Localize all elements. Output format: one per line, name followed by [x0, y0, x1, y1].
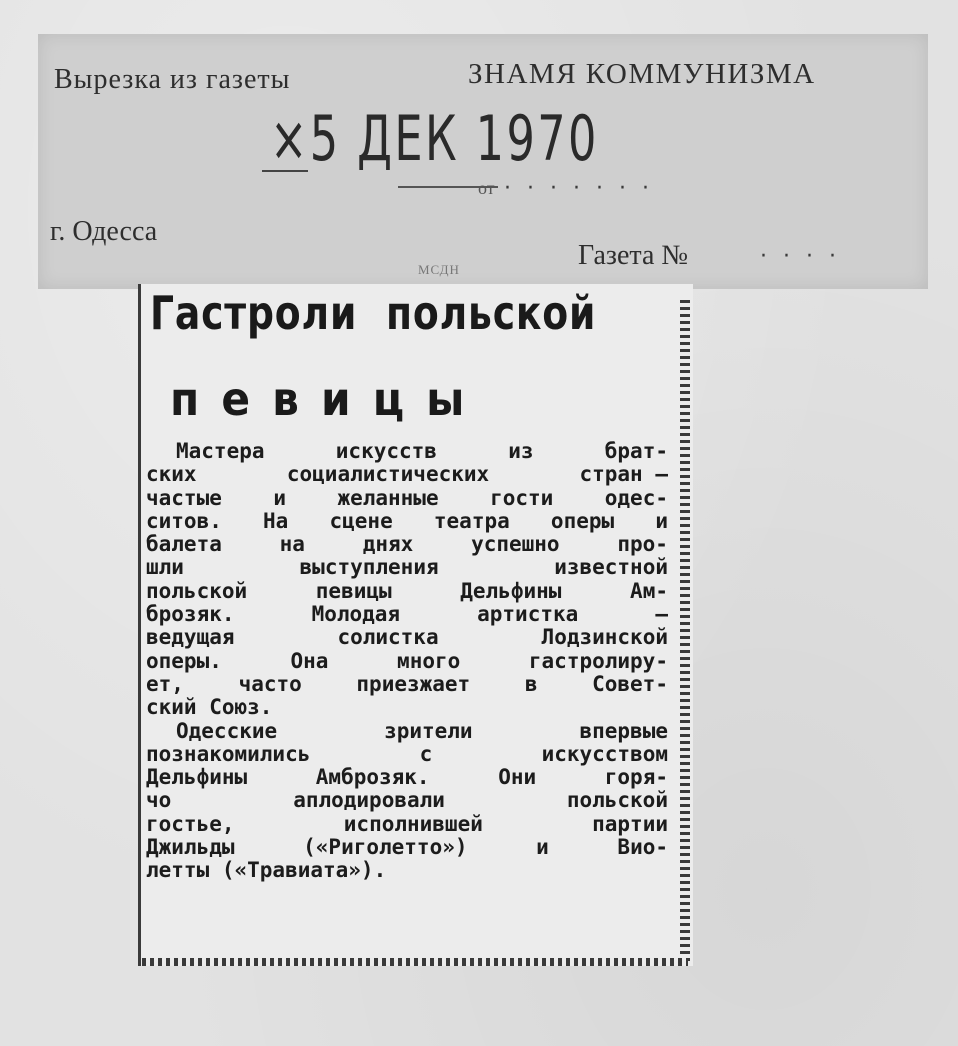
article-line: [146, 626, 668, 649]
headline-line-2: певицы: [170, 372, 487, 426]
article-line: [146, 673, 668, 696]
article-word: и: [536, 835, 549, 860]
article-line: [146, 533, 668, 556]
article-word: Дельфины: [146, 765, 248, 790]
article-line: [146, 580, 668, 603]
article-line: [146, 743, 668, 766]
article-word: чо: [146, 788, 172, 813]
article-word: и: [655, 508, 668, 533]
article-word: ситов.: [146, 508, 222, 533]
article-word: впервые: [579, 718, 668, 743]
from-label: от: [478, 178, 495, 198]
article-word: искусством: [541, 741, 668, 766]
article-word: театра: [433, 508, 510, 533]
date-stamp-text: 5 ДЕК 1970: [309, 102, 599, 175]
article-line: [146, 650, 668, 673]
article-word: часто: [238, 671, 302, 696]
date-stamp: [270, 102, 599, 175]
article-line: [146, 603, 668, 626]
article-word: Джильды: [146, 835, 235, 860]
article-word: Лодзинской: [541, 625, 668, 650]
article-line: [146, 813, 668, 836]
article-word: гостье,: [146, 811, 235, 836]
article-word: Они: [498, 765, 537, 790]
article-word: гастролиру-: [528, 648, 668, 673]
article-line: [146, 696, 668, 719]
article-word: солистка: [337, 625, 439, 650]
article-word: днях: [362, 532, 414, 557]
torn-edge-right: [680, 300, 690, 962]
article-word: ведущая: [146, 625, 235, 650]
article-word: польской: [146, 578, 248, 603]
article-word: приезжает: [356, 671, 471, 696]
gazette-label: Газета №: [578, 240, 689, 271]
article-word: («Риголетто»): [303, 835, 468, 860]
article-word: Совет-: [592, 671, 668, 696]
article-word: ет,: [146, 671, 184, 696]
article-word: ский Союз.: [146, 695, 273, 720]
article-word: социалистических: [286, 462, 490, 487]
article-word: Одесские: [176, 718, 278, 743]
article-word: брат-: [604, 439, 668, 463]
article-word: желанные: [337, 485, 439, 510]
article-line: [146, 859, 668, 882]
newspaper-name: ЗНАМЯ КОММУНИЗМА: [468, 58, 816, 90]
article-word: одес-: [604, 485, 668, 510]
article-word: На: [263, 508, 289, 533]
article-word: исполнившей: [343, 811, 483, 836]
article-line: [146, 556, 668, 579]
article-word: в: [524, 671, 538, 696]
article-line: [146, 789, 668, 812]
article-word: оперы: [550, 508, 615, 533]
article-word: Молодая: [311, 602, 401, 627]
article-word: Дельфины: [460, 578, 562, 603]
article-word: горя-: [604, 765, 668, 790]
article-word: выступления: [299, 555, 439, 580]
article-word: частые: [146, 485, 222, 510]
article-word: партии: [592, 811, 668, 836]
article-word: —: [655, 602, 668, 627]
article-word: оперы.: [146, 648, 222, 673]
article-line: [146, 463, 668, 486]
article-word: с: [419, 741, 433, 766]
article-word: аплодировали: [293, 788, 445, 813]
article-word: успешно: [471, 532, 560, 557]
article-word: Она: [290, 648, 329, 673]
article-body: [146, 440, 668, 883]
article-word: и: [273, 485, 286, 510]
article-line: [146, 440, 668, 463]
article-word: про-: [617, 532, 668, 557]
article-word: зрители: [384, 718, 473, 743]
article-word: летты («Травиата»).: [146, 858, 387, 883]
article-word: познакомились: [146, 741, 311, 766]
article-word: из: [508, 439, 534, 463]
article-word: много: [397, 648, 461, 673]
seal-fragment: МСДН: [418, 262, 460, 277]
gazette-dotted-leader: ····: [760, 244, 852, 269]
article-word: гости: [490, 485, 554, 510]
date-prefix-mark: ×: [270, 102, 310, 175]
article-word: шли: [146, 555, 184, 580]
article-word: известной: [554, 555, 668, 580]
article-word: Ам-: [630, 578, 668, 603]
city-label: г. Одесса: [50, 216, 158, 247]
article-word: Мастера: [176, 439, 265, 463]
article-word: польской: [566, 788, 668, 813]
article-word: стран —: [579, 462, 668, 487]
torn-edge-bottom: [142, 958, 688, 966]
article-line: [146, 487, 668, 510]
article-word: искусств: [335, 439, 437, 463]
article-line: [146, 766, 668, 789]
article-line: [146, 836, 668, 859]
article-word: ских: [146, 462, 197, 487]
article-word: певицы: [315, 578, 392, 603]
article-word: артистка: [477, 602, 579, 627]
article-line: [146, 510, 668, 533]
article-word: Амброзяк.: [315, 765, 430, 790]
article-word: сцене: [329, 508, 393, 533]
article-word: Вио-: [617, 835, 668, 860]
headline-line-1: Гастроли польской: [150, 286, 597, 340]
article-word: брозяк.: [146, 602, 235, 627]
article-word: балета: [146, 532, 222, 557]
clip-label: Вырезка из газеты: [54, 64, 291, 95]
article-line: [146, 720, 668, 743]
article-word: на: [279, 532, 305, 557]
from-dotted-leader: ·······: [504, 176, 665, 201]
